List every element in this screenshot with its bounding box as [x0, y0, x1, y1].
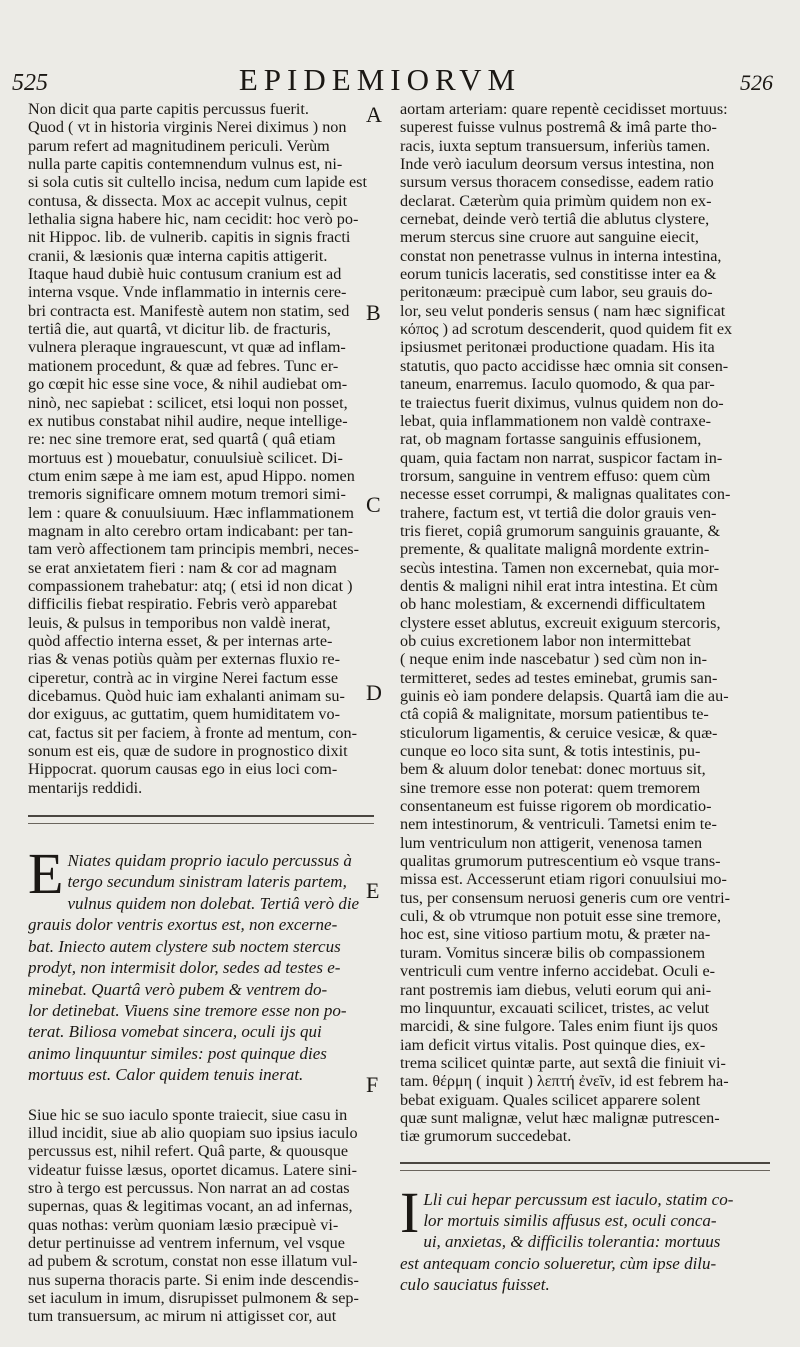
text-line: rias & venas potiùs quàm per externas fluxio re- — [28, 650, 340, 669]
case-text-line: lor mortuis similis affusus est, oculi conca- — [423, 1211, 717, 1230]
text-line: clystere esset ablutus, excreuit exiguum stercoris, — [400, 613, 721, 632]
text-line: lem : quare & conuulsiuum. Hæc inflammationem — [28, 503, 354, 522]
case-text-line: vulnus quidem non dolebat. Tertiâ verò die — [67, 893, 360, 913]
text-line: Non dicit qua parte capitis percussus fuerit. — [28, 100, 309, 118]
case-history-block — [28, 841, 374, 1085]
case-text-line: bat. Iniecto autem clystere sub noctem stercus — [28, 936, 341, 956]
right-column — [400, 100, 770, 1296]
text-line: mationem procedunt, & quæ ad febres. Tunc er- — [28, 356, 339, 375]
drop-cap: I — [400, 1179, 420, 1245]
left-column — [28, 100, 374, 1326]
text-line: tam verò affectionem tam principis membri, neces- — [28, 540, 359, 559]
text-line: quæ sunt malignæ, velut hæc malignæ putrescen- — [400, 1108, 720, 1127]
text-line: supernas, quas & legitimas vocant, an ad infernas, — [28, 1197, 353, 1216]
case-text-line: tergo secundum sinistram lateris partem, — [67, 872, 347, 892]
text-line: bri contracta est. Manifestè autem non statim, sed — [28, 301, 350, 320]
text-line: constat non penetrasse vulnus in interna intestina, — [400, 246, 722, 265]
case-text-line: terat. Biliosa vomebat sincera, oculi ijs qui — [28, 1022, 322, 1042]
text-line: re: nec sine tremore erat, sed quartâ ( quâ etiam — [28, 430, 336, 449]
text-line: stro à tergo est percussus. Non narrat an ad costas — [28, 1178, 350, 1197]
text-line: nem intestinorum, & ventriculi. Tametsi enim te- — [400, 815, 717, 834]
case-text-line: minebat. Quartâ verò pubem & ventrem do- — [28, 979, 328, 999]
text-line: mo linquuntur, excauati scilicet, tristes, ac velut — [400, 998, 710, 1017]
commentary-block — [28, 100, 374, 797]
text-line: quas nothas: verùm quoniam læsio præcipuè vi- — [28, 1215, 339, 1234]
text-line: set iaculum in imum, disrupisset pulmonem & sep- — [28, 1288, 359, 1307]
case-text-line: prodyt, non intermisit dolor, sedes ad testes e- — [28, 958, 341, 978]
text-line: dicebamus. Quòd huic iam exhalanti animam su- — [28, 687, 345, 705]
text-line: turam. Vomitus sinceræ bilis ob compassionem — [400, 943, 706, 962]
text-line: se erat anxietatem fieri : nam & cor ad magnam — [28, 558, 337, 577]
case-text-line: lor detinebat. Viuens sine tremore esse non po- — [28, 1000, 347, 1020]
commentary-block — [400, 100, 770, 1146]
text-line: illud incidit, siue ab alio quopiam suo ipsius iaculo — [28, 1123, 358, 1142]
margin-letter-e: E — [366, 878, 380, 903]
case-text-line: ui, anxietas, & difficilis tolerantia: mortuus — [423, 1232, 721, 1252]
text-line: ctâ copiâ & malignitate, morsum patientibus te- — [400, 705, 709, 724]
text-line: compassionem trahebatur: atq; ( etsi id non dicat ) — [28, 576, 353, 595]
text-line: trema scilicet quintæ parte, aut sextâ die finiuit vi- — [400, 1053, 726, 1072]
text-line: quam, quia factam non narrat, suspicor factam in- — [400, 448, 723, 467]
text-line: tam. θέρμη ( inquit ) λεπτή ἐνεῖν, id est febrem ha- — [400, 1072, 729, 1091]
text-line: iam deficit virtus vitalis. Post quinque dies, ex- — [400, 1035, 706, 1054]
text-line: Quod ( vt in historia virginis Nerei diximus ) non — [28, 118, 347, 137]
text-line: cernebat, deinde verò tertiâ die ablutus clystere, — [400, 210, 710, 229]
text-line: rat, ob magnam fortasse sanguinis effusionem, — [400, 430, 702, 449]
text-line: Hippocrat. quorum causas ego in eius loci com- — [28, 760, 338, 779]
drop-cap: E — [28, 841, 64, 907]
text-line: aortam arteriam: quare repentè cecidisset mortuus: — [400, 100, 728, 118]
text-line: culi, & ob vtrumque non potuit esse sine tremore, — [400, 907, 721, 926]
text-line: cranii, & læsionis quæ interna capitis attigerit. — [28, 246, 328, 265]
text-line: lum ventriculum non attigerit, venenosa tamen — [400, 833, 703, 852]
text-line: tus, per consensum neruosi generis cum ore ventri- — [400, 888, 730, 907]
text-line: parum refert ad magnitudinem periculi. Verùm — [28, 136, 330, 155]
text-line: ventriculi cum ventre inferno accidebat. Oculi e- — [400, 962, 716, 981]
text-line: lebat, quia inflammationem non valdè contraxe- — [400, 411, 712, 430]
text-line: sticulorum ligamentis, & ceruice vesicæ, & quæ- — [400, 723, 718, 742]
text-line: lethalia signa habere hic, nam cecidit: hoc verò po- — [28, 210, 359, 229]
text-line: cunque eo loco sita sunt, & totis intestinis, pu- — [400, 742, 701, 761]
text-line: secùs intestina. Tamen non excernebat, quia mor- — [400, 558, 720, 577]
margin-letter-a: A — [366, 102, 382, 127]
text-line: difficilis fiebat respiratio. Febris verò apparebat — [28, 595, 337, 614]
text-line: ninò, nec sapiebat : scilicet, etsi loqui non posset, — [28, 393, 348, 412]
text-line: bem & aluum dolor tenebat: donec mortuus sit, — [400, 760, 706, 779]
margin-letter-b: B — [366, 300, 381, 325]
text-line: statutis, quo pacto accidisse hæc omnia sit consen- — [400, 356, 729, 375]
text-line: ipsiusmet peritonæi productione quadam. His ita — [400, 338, 715, 357]
text-line: superest fuisse vulnus postremâ & imâ parte tho- — [400, 118, 717, 137]
text-line: Siue hic se suo iaculo sponte traiecit, siue casu in — [28, 1105, 348, 1124]
text-line: interna vsque. Vnde inflammatio in internis cere- — [28, 283, 347, 302]
text-line: sursum versus thoracem consedisse, eadem ratio — [400, 173, 714, 192]
page-number-left: 525 — [12, 70, 48, 96]
text-line: ctum enim sæpe à me iam est, apud Hippo. nomen — [28, 466, 355, 485]
text-line: trahere, factum est, vt tertiâ die dolor grauis ven- — [400, 503, 717, 522]
text-line: taneum, enarremus. Iaculo quomodo, & qua par- — [400, 375, 715, 394]
text-line: hoc est, sine vitioso partium motu, & præter na- — [400, 925, 711, 944]
section-divider — [400, 1162, 770, 1171]
text-line: detur pertinuisse ad ventrem infernum, vel vsque — [28, 1233, 345, 1252]
text-line: videatur fuisse læsus, oportet dicamus. Latere sini- — [28, 1160, 358, 1179]
text-line: tiæ grumorum succedebat. — [400, 1127, 572, 1146]
text-line: dentis & maligni nihil erat intra intestina. Et cùm — [400, 576, 718, 595]
text-line: marcidi, & sine fulgore. Tales enim fiunt ijs quos — [400, 1017, 718, 1036]
text-line: rant postremis iam diebus, veluti eorum qui ani- — [400, 980, 712, 999]
text-line: dor exiguus, ac guttatim, quem humiditatem vo- — [28, 705, 340, 724]
text-line: ciperetur, contrà ac in virgine Nerei factum esse — [28, 668, 339, 687]
text-line: mortuus est ) mouebatur, conuulsiuè scilicet. Di- — [28, 448, 343, 467]
margin-letter-d: D — [366, 680, 382, 705]
case-text-line: animo linquuntur similes: post quinque dies — [28, 1043, 327, 1063]
text-line: sonum est eis, quæ de sudore in prognostico dixit — [28, 742, 348, 761]
text-line: vulnera pleraque ingrauescunt, vt quæ ad inflam- — [28, 338, 346, 357]
text-line: te traiectus fuerit diximus, vulnus quidem non do- — [400, 393, 724, 412]
text-line: tum transuersum, ac mirum ni attigisset cor, aut — [28, 1307, 337, 1326]
text-line: ( neque enim inde nascebatur ) sed cùm non in- — [400, 650, 708, 669]
text-line: Itaque haud dubiè huic contusum cranium est ad — [28, 265, 342, 284]
text-line: Inde verò iaculum deorsum versus intestina, non — [400, 155, 715, 174]
text-line: qualitas grumorum putrescentium eò vsque trans- — [400, 852, 721, 871]
text-line: contusa, & dissecta. Mox ac accepit vulnus, cepit — [28, 191, 348, 210]
case-text-line: grauis dolor ventris exortus est, non excerne- — [28, 915, 338, 935]
case-text-line: culo sauciatus fuisset. — [400, 1275, 550, 1295]
case-text-line: Niates quidam proprio iaculo percussus à — [67, 851, 352, 871]
text-line: cat, factus sit per faciem, à fronte ad mentum, con- — [28, 723, 358, 742]
case-text-line: est antequam concio solueretur, cùm ipse dilu- — [400, 1253, 717, 1273]
text-line: consentaneum est fuisse rigorem ob mordicatio- — [400, 797, 712, 816]
text-line: eorum tunicis laceratis, sed constitisse inter ea & — [400, 265, 717, 284]
case-text-line: mortuus est. Calor quidem tenuis inerat. — [28, 1065, 304, 1085]
text-line: peritonæum: præcipuè cum labor, seu grauis do- — [400, 283, 713, 302]
page-number-right: 526 — [740, 70, 773, 95]
text-line: nus superna thoracis parte. Si enim inde descendis- — [28, 1270, 359, 1289]
text-line: mentarijs reddidi. — [28, 778, 143, 797]
text-line: ad pubem & scrotum, constat non esse illatum vul- — [28, 1252, 358, 1271]
text-line: bebat exiguam. Quales scilicet apparere solent — [400, 1090, 701, 1109]
text-line: nit Hippoc. lib. de vulnerib. capitis in signis fracti — [28, 228, 351, 247]
running-header — [0, 62, 800, 102]
text-line: ex nutibus constabat nihil audire, neque intellige- — [28, 411, 348, 430]
margin-letter-f: F — [366, 1072, 379, 1097]
text-line: magnam in alto cerebro ortam indicabant: per tan- — [28, 521, 353, 540]
text-line: merum stercus sine cruore aut sanguine eiecit, — [400, 228, 699, 247]
text-line: trorsum, sanguine in ventrem effuso: quem cùm — [400, 466, 711, 485]
case-history-block — [400, 1179, 770, 1296]
text-line: si sola cutis sit cultello incisa, nedum cum lapide est — [28, 173, 367, 192]
text-line: declarat. Cæterùm quia primùm quidem non ex- — [400, 191, 712, 210]
text-line: ob hanc molestiam, & excernendi difficultatem — [400, 595, 706, 614]
text-line: missa est. Accesserunt etiam rigori conuulsiui mo- — [400, 870, 727, 889]
commentary-block-2 — [28, 1106, 374, 1326]
text-line: premente, & qualitate malignâ mordente extrin- — [400, 540, 710, 559]
text-line: nulla parte capitis contemnendum vulnus est, ni- — [28, 155, 343, 174]
text-line: tremoris significare omnem motum tremori simi- — [28, 485, 346, 504]
text-line: necesse esset corrumpi, & malignas qualitates con- — [400, 485, 731, 504]
text-line: guinis eò iam pondere delapsis. Quartâ iam die au- — [400, 687, 729, 705]
case-text-line: Lli cui hepar percussum est iaculo, statim co- — [423, 1189, 734, 1209]
text-line: tris fieret, copiâ grumorum sanguinis grauante, & — [400, 521, 721, 540]
text-line: κόπος ) ad scrotum descenderit, quod quidem fit ex — [400, 320, 733, 339]
text-line: percussus est, nihil refert. Quâ parte, & quousque — [28, 1142, 349, 1161]
text-line: ob cuius excretionem labor non intermittebat — [400, 631, 691, 650]
running-title: EPIDEMIORVM — [238, 62, 522, 97]
section-divider — [28, 815, 374, 824]
text-line: racis, iuxta septum transuersum, inferiùs tamen. — [400, 136, 711, 155]
text-line: sine tremore esse non poterat: quem tremorem — [400, 778, 701, 797]
text-line: tertiâ die, aut quartâ, vt dicitur lib. de fracturis, — [28, 320, 331, 339]
text-line: leuis, & pulsus in temporibus non valdè inerat, — [28, 613, 331, 632]
margin-letter-c: C — [366, 492, 381, 517]
text-line: quòd affectio interna esset, & per internas arte- — [28, 631, 333, 650]
text-line: termitteret, sedes ad testes eminebat, grumis san- — [400, 668, 718, 687]
text-line: go cœpit hic esse sine voce, & nihil audiebat om- — [28, 375, 348, 394]
text-line: lor, seu velut ponderis sensus ( nam hæc significat — [400, 301, 726, 320]
